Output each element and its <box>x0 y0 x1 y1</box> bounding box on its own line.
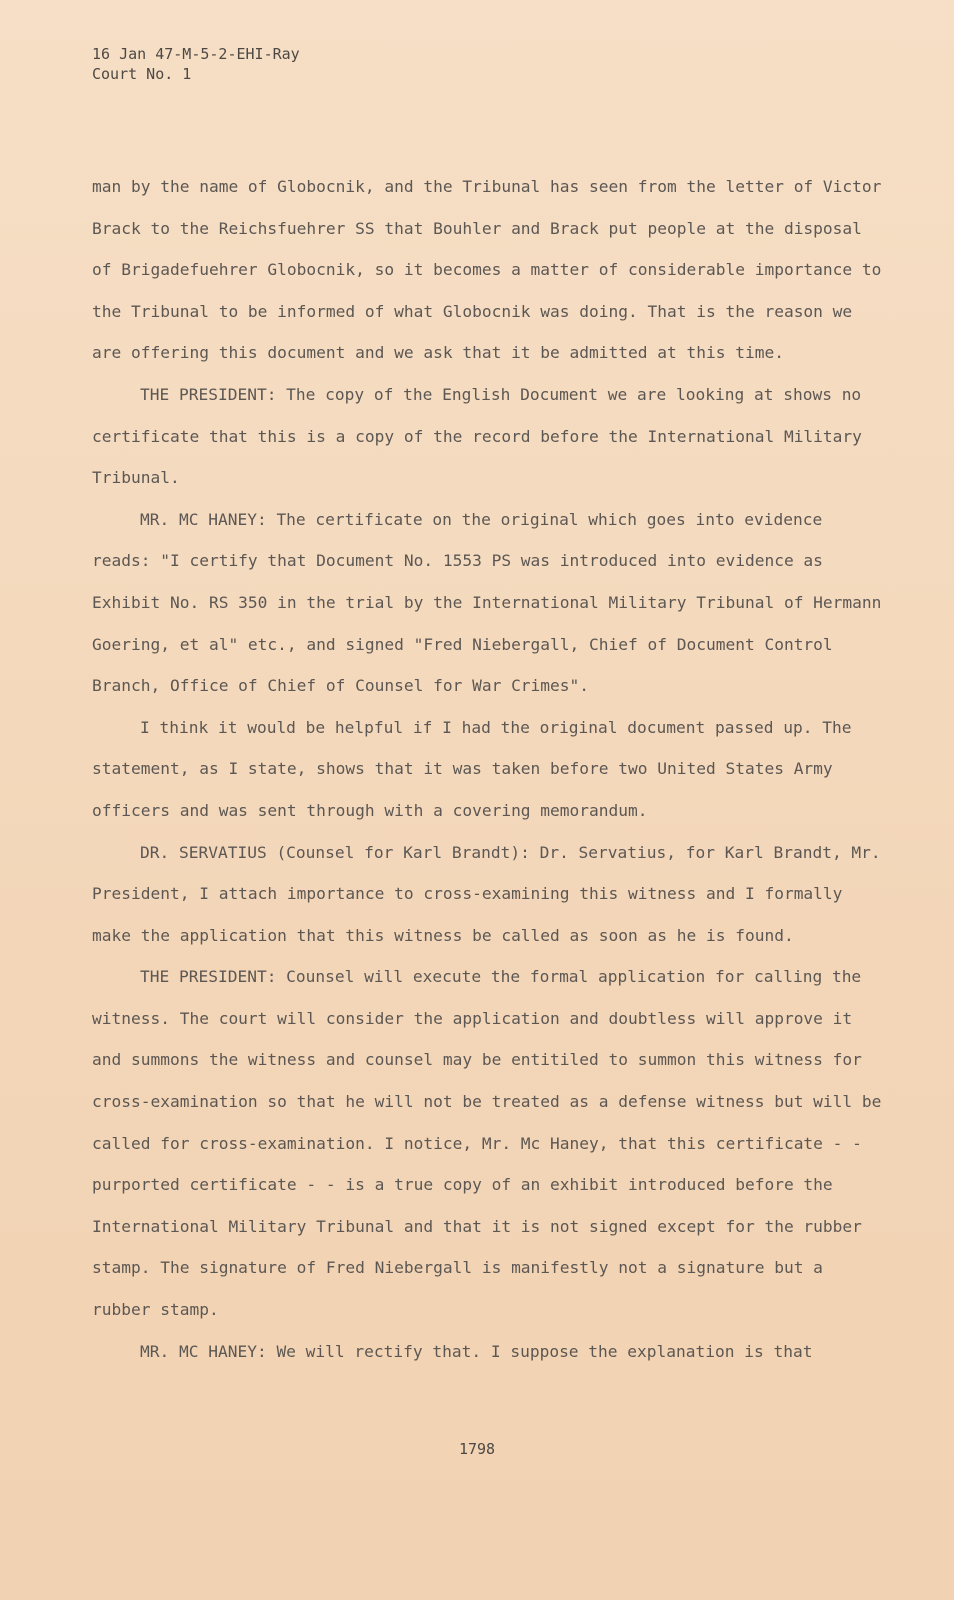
header-reference-line: 16 Jan 47-M-5-2-EHI-Ray <box>92 45 300 63</box>
paragraph: DR. SERVATIUS (Counsel for Karl Brandt): Dr. Servatius, for Karl Brandt, Mr. President, I attach importance to cross-examining this witness and I formally make the application that this witness be called as soon as he is found. <box>92 842 881 945</box>
paragraph: man by the name of Globocnik, and the Tribunal has seen from the letter of Victor Brack to the Reichsfuehrer SS that Bouhler and Brack put people at the disposal of Brigadefuehrer Globocnik, so it becomes a matter of considerable importance to the Tribunal to be informed of what Globocnik was doing. That is the reason we are offering this document and we ask that it be admitted at this time. <box>92 177 882 363</box>
transcript-body <box>92 166 882 1372</box>
header-court-line: Court No. 1 <box>92 65 192 83</box>
page-number: 1798 <box>458 1440 496 1458</box>
paragraph: THE PRESIDENT: Counsel will execute the formal application for calling the witness. The court will consider the application and doubtless will approve it and summons the witness and counsel may be entitiled to summon this witness for cross-examination so that he will not be treated as a defense witness but will be called for cross-examination. I notice, Mr. Mc Haney, that this certificate - - purported certificate - - is a true copy of an exhibit introduced before the International Military Tribunal and that it is not signed except for the rubber stamp. The signature of Fred Niebergall is manifestly not a signature but a rubber stamp. <box>92 967 882 1320</box>
paragraph: MR. MC HANEY: The certificate on the original which goes into evidence reads: "I certify that Document No. 1553 PS was introduced into evidence as Exhibit No. RS 350 in the trial by the International Military Tribunal of Hermann Goering, et al" etc., and signed "Fred Niebergall, Chief of Document Control Branch, Office of Chief of Counsel for War Crimes". <box>92 509 882 696</box>
paragraph: MR. MC HANEY: We will rectify that. I suppose the explanation is that <box>140 1341 813 1361</box>
document-header <box>92 44 300 84</box>
paragraph: I think it would be helpful if I had the original document passed up. The statement, as I state, shows that it was taken before two United States Army officers and was sent through with a covering memorandum. <box>92 717 852 820</box>
paragraph: THE PRESIDENT: The copy of the English Document we are looking at shows no certificate that this is a copy of the record before the International Military Tribunal. <box>92 384 862 488</box>
